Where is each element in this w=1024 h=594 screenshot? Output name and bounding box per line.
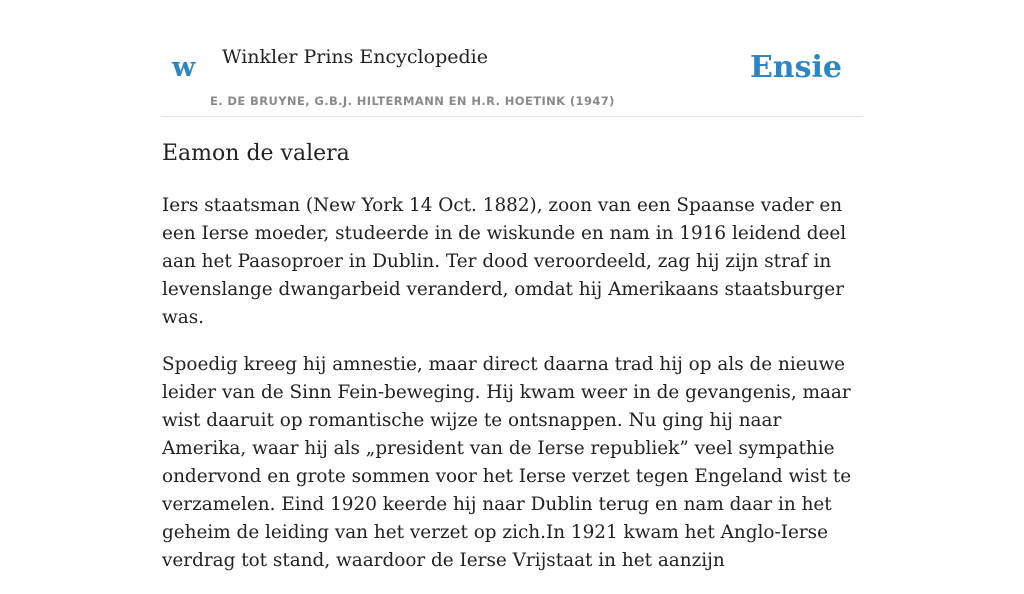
source-header (162, 40, 862, 117)
article-paragraph: Spoedig kreeg hij amnestie, maar direct daarna trad hij op als de nieuwe leider van de Sinn Fein-beweging. Hij kwam weer in de gevangenis, maar wist daaruit op romantische wijze te ontsnappen. Nu ging hij naar Amerika, waar hij als „president van de Ierse republiek” veel sympathie ondervond en grote sommen voor het Ierse verzet tegen Engeland wist te verzamelen. Eind 1920 keerde hij naar Dublin terug en nam daar in het geheim de leiding van het verzet op zich.In 1921 kwam het Anglo-Ierse verdrag tot stand, waardoor de Ierse Vrijstaat in het aanzijn (162, 354, 852, 571)
article-body (162, 192, 862, 575)
source-logo-link[interactable]: w (172, 52, 196, 83)
article (162, 138, 862, 594)
ensie-logo-link[interactable]: Ensie (749, 50, 842, 85)
source-authors: E. DE BRUYNE, G.B.J. HILTERMANN EN H.R. HOETINK (1947) (210, 94, 615, 108)
source-title[interactable]: Winkler Prins Encyclopedie (222, 46, 488, 68)
article-paragraph: Iers staatsman (New York 14 Oct. 1882), zoon van een Spaanse vader en een Ierse moeder, studeerde in de wiskunde en nam in 1916 leidend deel aan het Paasoproer in Dublin. Ter dood veroordeeld, zag hij zijn straf in levenslange dwangarbeid veranderd, omdat hij Amerikaans staatsburger was. (162, 195, 847, 328)
article-title: Eamon de valera (162, 141, 350, 166)
